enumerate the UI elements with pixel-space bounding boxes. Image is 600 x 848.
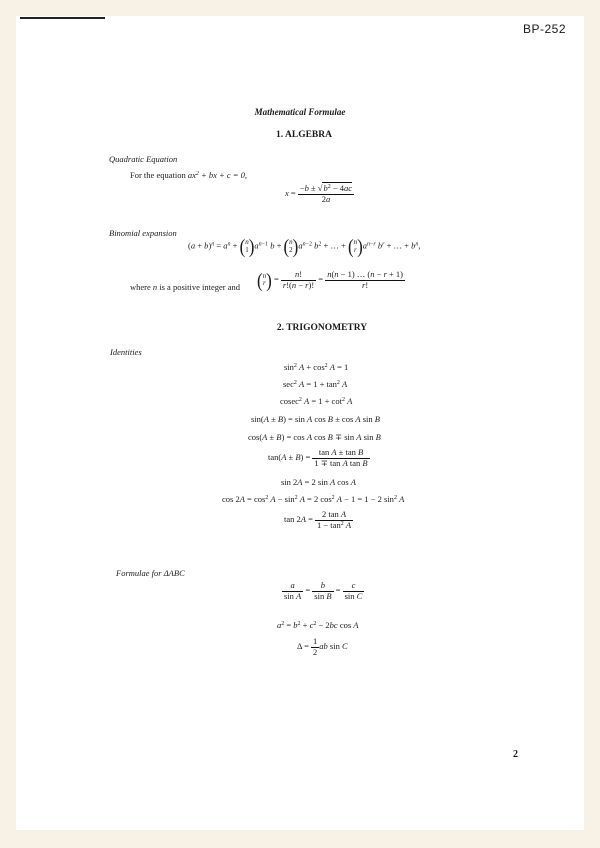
quadratic-intro-text: For the equation: [130, 170, 188, 180]
top-rule: [20, 17, 105, 19]
identities-label: Identities: [110, 347, 142, 357]
page-title: Mathematical Formulae: [254, 107, 346, 117]
document-code: BP-252: [523, 22, 567, 36]
identity-6: tan(A ± B) = $\frac{\text{tan A ± tan B}}{\text{1 ∓ tan A tan B}}$: [268, 447, 368, 468]
identity-1: $\sin^2 A + \cos^2 A = 1$: [284, 362, 349, 372]
page-number: 2: [513, 749, 518, 760]
identity-3: cosec$^2$ $A = 1 + \cot^2 A$: [280, 396, 353, 406]
trigonometry-heading: 2. TRIGONOMETRY: [276, 323, 368, 333]
quadratic-intro: [130, 170, 247, 180]
identity-2: $\sec^2 A = 1 + \tan^2 A$: [283, 379, 348, 389]
binomial-coefficient-definition: ( n r ) = $\frac{n!}{r!(n - r)!}$ = $\frac{n(n - 1) \dots (n - r + 1)}{r!}$: [257, 269, 403, 292]
identity-8: $\cos 2A = \cos^2 A - \sin^2 A = 2$ $\cos^2 A - 1 = 1 - 2$ $\sin^2 A$: [222, 494, 405, 504]
identity-9: tan 2A = $\frac{\text{2 tan A}}{1 - \tan^2 A}$: [284, 509, 352, 530]
triangle-label: Formulae for ΔABC: [116, 568, 185, 578]
sine-rule: $\frac{a}{\text{sin A}}$ = $\frac{b}{\text{sin B}}$ = $\frac{c}{\text{sin C}}$: [284, 580, 363, 601]
cosine-rule: $a^2 = b^2 + c^2 - 2bc$ cos A: [277, 620, 359, 630]
identity-7: sin 2A = 2 sin A cos A: [281, 477, 356, 487]
quadratic-label: Quadratic Equation: [109, 154, 178, 164]
identity-4: sin(A ± B) = sin A cos B ± cos A sin B: [251, 414, 380, 424]
area-formula: Δ = $\frac{1}{2}$ ab sin C: [297, 636, 348, 657]
quadratic-solution: x = $\frac{-b \pm √b^2 - 4ac}{2a}$: [285, 183, 353, 204]
binomial-label: Binomial expansion: [109, 228, 177, 238]
identity-5: cos(A ± B) = cos A cos B ∓ sin A sin B: [248, 432, 381, 442]
quadratic-equation-text: $ax^2$ + bx + c = 0,: [187, 170, 248, 180]
binomial-where-text: where n is a positive integer and: [130, 282, 240, 292]
algebra-heading: 1. ALGEBRA: [276, 130, 332, 140]
binomial-expansion: $(a + b)^n = a^n$ + ( n 1 )$a^{n-1}$ b + ( n 2 )$a^{n-2}$ $b^2$ + … + ( n r )$a^{n-r}$ $b^r$ + … + $b^n$,: [188, 235, 421, 258]
